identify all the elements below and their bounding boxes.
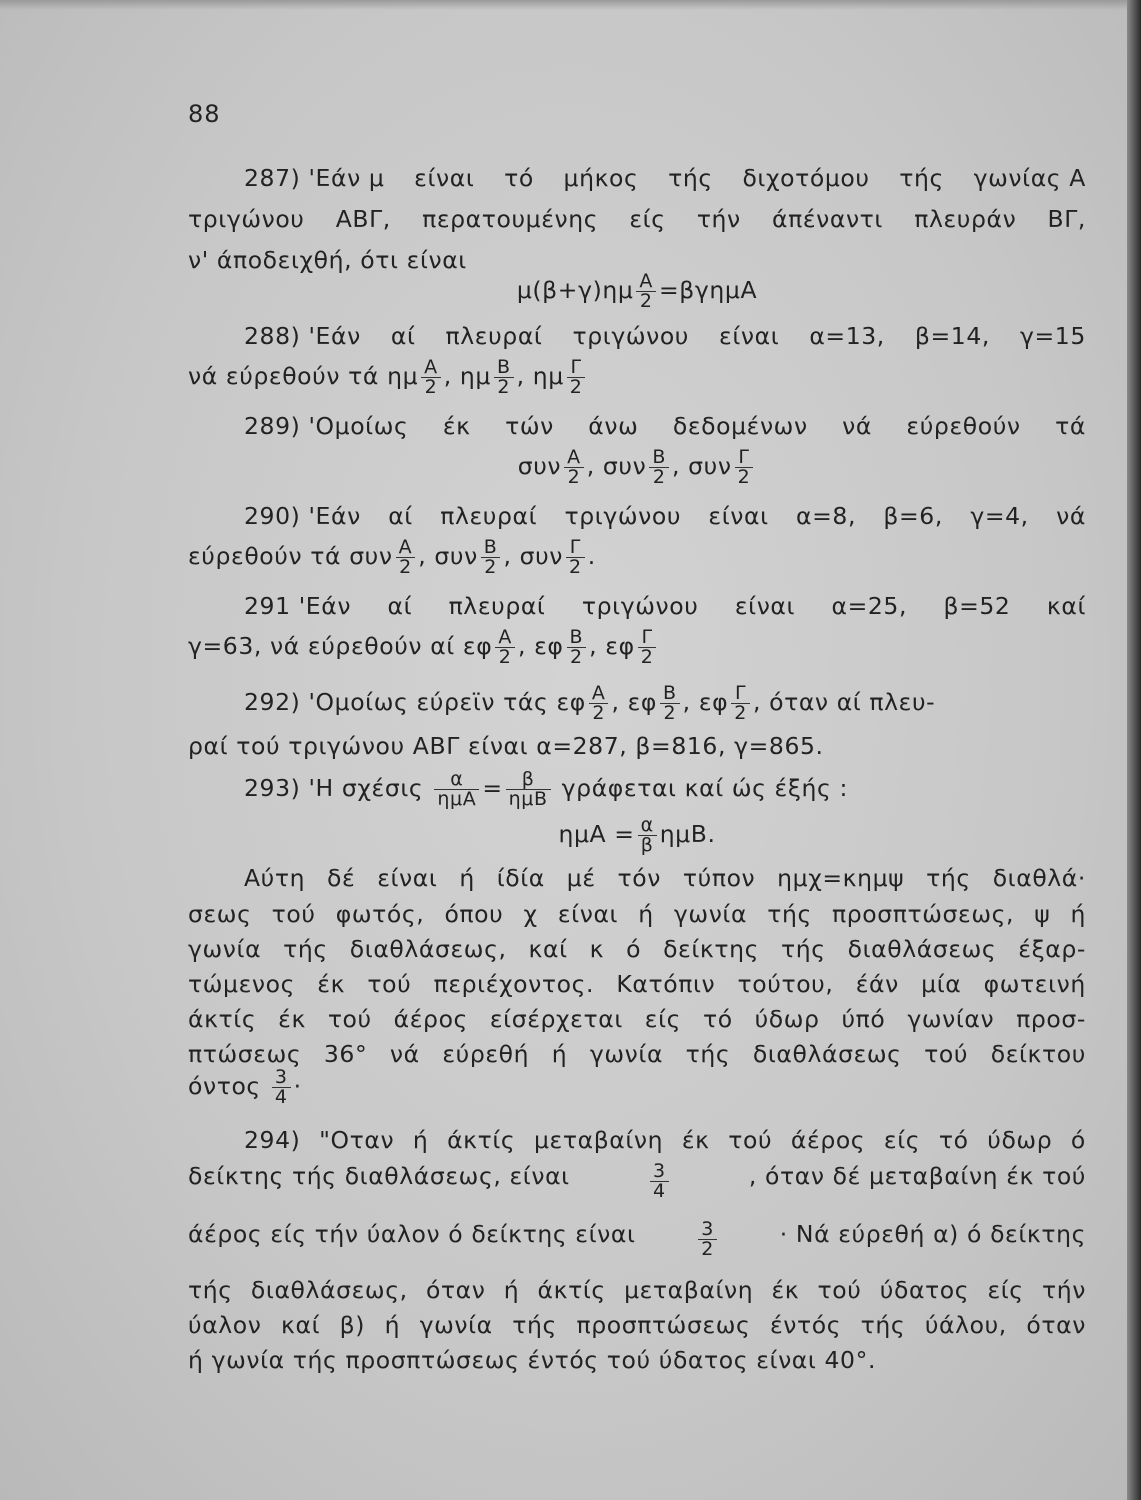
fn-name: εφ <box>462 632 493 660</box>
p293-formula <box>188 816 1086 855</box>
word: έκ <box>442 412 471 440</box>
text-run: γ=63, νά εύρεθούν αί <box>188 632 455 660</box>
punct: , <box>586 452 595 480</box>
word: έξαρ- <box>1018 935 1086 963</box>
equals-sign: = <box>482 774 503 802</box>
numerator: Α <box>589 684 609 704</box>
word: ψ <box>1034 900 1051 928</box>
p292-line2: ραί τού τριγώνου ΑΒΓ είναι α=287, β=816, γ=865. <box>188 732 824 760</box>
word: άκτίς <box>188 1005 257 1033</box>
fraction <box>564 448 584 487</box>
numerator: Γ <box>735 448 754 468</box>
word: έντός <box>769 1311 842 1339</box>
word: δείκτης <box>663 935 759 963</box>
fraction <box>735 448 754 487</box>
word: τριγώνου <box>581 592 699 620</box>
punct: , <box>752 688 762 716</box>
fraction <box>731 684 750 723</box>
page-right-edge <box>1127 0 1141 1500</box>
word: έκ <box>681 1126 710 1154</box>
p290-line2 <box>188 538 1086 577</box>
word: άέρος <box>393 1005 468 1033</box>
fraction <box>396 538 416 577</box>
word: καί <box>1046 592 1086 620</box>
word: ή <box>384 1311 401 1339</box>
word: ύαλον <box>188 1311 262 1339</box>
p292-line1 <box>188 684 1086 723</box>
denominator: 2 <box>569 646 583 668</box>
text-run: άέρος είς τήν ύαλον ό δείκτης είναι <box>188 1220 636 1248</box>
word: τά <box>1055 412 1086 440</box>
word: τού <box>327 1005 372 1033</box>
p287-line2 <box>188 205 1086 233</box>
p288-f2 <box>459 356 525 398</box>
denominator: 2 <box>592 702 606 724</box>
p289-line1 <box>188 412 1086 440</box>
word: α=13, <box>809 322 885 350</box>
word: τύπον <box>682 864 756 892</box>
word: ή <box>551 1040 568 1068</box>
text-run: , όταν δέ μεταβαίνη έκ τού <box>748 1162 1086 1190</box>
text-run: γράφεται καί ώς έξής : <box>561 774 849 802</box>
p294-line3 <box>188 1220 1086 1259</box>
word: έκ <box>278 1005 306 1033</box>
word: φωτός, <box>335 900 425 928</box>
word: μήκος <box>563 164 639 192</box>
word: τής <box>668 164 713 192</box>
denominator: 2 <box>569 376 583 398</box>
word: άέρος <box>790 1126 866 1154</box>
denominator: 2 <box>663 702 677 724</box>
word: ημχ=κημψ <box>777 864 905 892</box>
p288-line1 <box>188 322 1086 350</box>
word: ό <box>626 935 642 963</box>
word: είς <box>883 1126 921 1154</box>
word: 288) 'Εάν <box>244 322 361 350</box>
fn-name: εφ <box>605 632 635 660</box>
fraction <box>636 272 656 311</box>
fn-name: συν <box>517 452 562 480</box>
word: β) <box>339 1311 366 1339</box>
numerator: Β <box>567 628 587 648</box>
word: "Οταν <box>319 1126 395 1154</box>
word: αί <box>390 322 416 350</box>
word: τού <box>271 900 316 928</box>
word: είς <box>629 205 666 233</box>
text-run: εύρεθούν τά <box>188 542 342 570</box>
fraction <box>638 816 657 855</box>
word: κ <box>589 935 605 963</box>
p294-line5 <box>188 1311 1086 1339</box>
formula-text: ημΑ = <box>558 820 635 848</box>
denominator: β <box>640 834 654 856</box>
word: ή <box>1070 900 1086 928</box>
denominator: 2 <box>484 556 497 578</box>
denominator: 4 <box>274 1086 288 1108</box>
fraction <box>567 628 587 667</box>
word: τό <box>702 1005 733 1033</box>
word: τούτου, <box>737 970 834 998</box>
numerator: Α <box>421 358 441 378</box>
word: είς <box>987 1276 1024 1304</box>
punct: , <box>503 542 512 570</box>
denominator: 2 <box>701 1238 714 1260</box>
word: είναι <box>414 164 475 192</box>
word: είναι <box>708 502 769 530</box>
numerator: Β <box>481 538 501 558</box>
word: είναι <box>734 592 796 620</box>
word: προσ- <box>1016 1005 1086 1033</box>
p293-para-line2 <box>188 900 1086 928</box>
fn-name: εφ <box>698 688 729 716</box>
punct: , <box>671 452 681 480</box>
word: μεταβαίνη <box>534 1126 664 1154</box>
fraction <box>638 628 657 667</box>
p288-f3 <box>532 356 589 398</box>
denominator: 2 <box>498 646 512 668</box>
denominator: 2 <box>652 466 666 488</box>
word: διαθλάσεως, <box>250 1276 408 1304</box>
word: μεταβαίνη <box>624 1276 754 1304</box>
text-run: δείκτης τής διαθλάσεως, είναι <box>188 1162 570 1190</box>
p294-line6: ή γωνία τής προσπτώσεως έντός τού ύδατος είναι 40°. <box>188 1346 877 1374</box>
numerator: Α <box>636 272 656 292</box>
word: 287) 'Εάν μ <box>244 164 385 192</box>
formula-text: ημΒ. <box>659 820 716 848</box>
p290-line1 <box>188 502 1086 530</box>
word: άκτίς <box>537 1276 606 1304</box>
fraction <box>649 448 669 487</box>
word: ΒΓ, <box>1047 205 1086 233</box>
word: είναι <box>557 900 619 928</box>
word: τήν <box>1041 1276 1086 1304</box>
word: τό <box>504 164 534 192</box>
fraction <box>421 358 441 397</box>
word: Κατόπιν <box>616 970 716 998</box>
word: έκ <box>317 970 346 998</box>
punct: . <box>587 542 596 570</box>
word: τριγώνου <box>572 322 690 350</box>
punct: , <box>682 688 691 716</box>
word: τής <box>283 935 328 963</box>
word: πλευράν <box>914 205 1017 233</box>
word: άκτίς <box>447 1126 516 1154</box>
word: εύρεθούν <box>906 412 1021 440</box>
word: τώμενος <box>188 970 295 998</box>
numerator: Β <box>660 684 680 704</box>
punct: , <box>589 632 598 660</box>
word: τού <box>924 1040 969 1068</box>
word: 294) <box>244 1126 301 1154</box>
word: διαθλάσεως <box>752 1040 902 1068</box>
p289-formula <box>188 448 1086 487</box>
numerator: Γ <box>638 628 657 648</box>
word: τής <box>188 1276 233 1304</box>
word: νά <box>1056 502 1086 530</box>
fraction <box>566 538 585 577</box>
word: όταν <box>1026 1311 1086 1339</box>
page-number: 88 <box>188 100 221 128</box>
word: τής <box>860 1311 906 1339</box>
word: καί <box>281 1311 321 1339</box>
word: πλευραί <box>445 322 543 350</box>
word: γ=15 <box>1020 322 1086 350</box>
punct: , <box>611 688 620 716</box>
word: 291 'Εάν <box>244 592 352 620</box>
numerator: Β <box>649 448 669 468</box>
numerator: 3 <box>272 1068 291 1088</box>
word: ύάλου, <box>924 1311 1007 1339</box>
numerator: Γ <box>567 358 586 378</box>
word: δεδομένων <box>672 412 808 440</box>
word: τής <box>926 864 971 892</box>
word: τής <box>685 1040 731 1068</box>
p293-last-line <box>188 1068 1086 1107</box>
fraction <box>272 1068 291 1107</box>
word: γωνία <box>419 1311 493 1339</box>
word: τής <box>899 164 944 192</box>
p288-f1 <box>387 356 452 398</box>
denominator: 4 <box>652 1180 666 1202</box>
word: μία <box>921 970 962 998</box>
word: τών <box>505 412 554 440</box>
text-run: όντος <box>188 1072 261 1100</box>
numerator: 3 <box>650 1162 669 1182</box>
p293-para-line5 <box>188 1005 1086 1033</box>
word: τό <box>938 1126 969 1154</box>
page-top-shadow <box>0 0 1141 10</box>
word: δέ <box>327 864 356 892</box>
word: έάν <box>855 970 899 998</box>
word: τριγώνου <box>188 205 305 233</box>
fn-name: εφ <box>534 632 564 660</box>
denominator: 2 <box>737 466 751 488</box>
denominator: 2 <box>639 290 653 312</box>
word: αί <box>388 502 413 530</box>
word: 36° <box>323 1040 368 1068</box>
text-run: νά εύρεθούν τά <box>188 362 379 390</box>
word: διχοτόμου <box>742 164 870 192</box>
fn-name: συν <box>688 452 732 480</box>
word: τριγώνου <box>564 502 682 530</box>
word: α=25, <box>831 592 908 620</box>
word: πτώσεως <box>188 1040 302 1068</box>
text-run: 292) 'Ομοίως εύρεϊν τάς <box>244 688 549 716</box>
fraction <box>506 770 551 809</box>
numerator: Α <box>495 628 515 648</box>
word: ύπό <box>841 1005 886 1033</box>
fn-name: συν <box>602 452 647 480</box>
word: είς <box>644 1005 682 1033</box>
word: τήν <box>696 205 741 233</box>
denominator: 2 <box>734 702 747 724</box>
word: Αύτη <box>244 864 306 892</box>
word: μέ <box>566 864 596 892</box>
word: β=6, <box>883 502 943 530</box>
denominator: 2 <box>640 646 654 668</box>
denominator: 2 <box>497 376 511 398</box>
fn-name: συν <box>519 542 564 570</box>
fn-name: συν <box>349 542 393 570</box>
word: ό <box>1070 1126 1086 1154</box>
fraction <box>567 358 586 397</box>
p293-para-line3 <box>188 935 1086 963</box>
p287-formula <box>188 272 1086 311</box>
p287-line1 <box>188 164 1086 192</box>
word: προσπτώσεως <box>576 1311 751 1339</box>
word: είναι <box>719 322 780 350</box>
word: τού <box>817 1276 862 1304</box>
word: περατουμένης <box>422 205 599 233</box>
p294-line1 <box>188 1126 1086 1154</box>
numerator: α <box>434 770 479 790</box>
word: 289) 'Ομοίως <box>244 412 409 440</box>
numerator: α <box>638 816 657 836</box>
word: β=52 <box>943 592 1011 620</box>
fraction <box>660 684 680 723</box>
word: φωτεινή <box>983 970 1086 998</box>
word: τόν <box>617 864 661 892</box>
p293-line1 <box>188 770 1086 809</box>
denominator: ημΒ <box>508 788 548 810</box>
numerator: 3 <box>698 1220 717 1240</box>
text-run: όταν αί πλευ- <box>769 688 936 716</box>
word: σεως <box>188 900 252 928</box>
p294-line4 <box>188 1276 1086 1304</box>
word: γωνίαν <box>907 1005 995 1033</box>
word: τής <box>512 1311 557 1339</box>
fraction <box>434 770 479 809</box>
formula-text: μ(β+γ)ημ <box>516 276 634 304</box>
fn-name: ημ <box>387 362 419 390</box>
p291-line1 <box>188 592 1086 620</box>
denominator: 2 <box>567 466 581 488</box>
denominator: ημΑ <box>437 788 477 810</box>
word: είσέρχεται <box>489 1005 623 1033</box>
text-run: 293) 'Η σχέσις <box>244 774 424 802</box>
fraction <box>650 1162 669 1201</box>
text-run: · Νά εύρεθή α) ό δείκτης <box>779 1220 1086 1248</box>
denominator: 2 <box>399 556 412 578</box>
fn-name: εφ <box>627 688 658 716</box>
numerator: Α <box>564 448 584 468</box>
word: 290) 'Εάν <box>244 502 361 530</box>
p294-line2 <box>188 1162 1086 1201</box>
word: τού <box>728 1126 773 1154</box>
word: όπου <box>444 900 504 928</box>
fraction <box>589 684 609 723</box>
word: αί <box>387 592 413 620</box>
word: πλευραί <box>448 592 546 620</box>
p288-line2 <box>188 358 1086 397</box>
fraction <box>481 538 501 577</box>
word: γωνία <box>188 935 262 963</box>
fn-name: ημ <box>532 362 564 390</box>
word: δείκτου <box>990 1040 1086 1068</box>
punct: , <box>418 542 427 570</box>
word: ή <box>412 1126 429 1154</box>
fraction <box>495 628 515 667</box>
word: γωνία <box>589 1040 664 1068</box>
word: τής <box>767 900 812 928</box>
word: εύρεθή <box>442 1040 530 1068</box>
fn-name: εφ <box>556 688 586 716</box>
word: νά <box>842 412 872 440</box>
numerator: Γ <box>566 538 585 558</box>
p293-para-line6 <box>188 1040 1086 1068</box>
word: α=8, <box>796 502 857 530</box>
word: χ <box>523 900 538 928</box>
word: τού <box>367 970 412 998</box>
word: άπέναντι <box>772 205 883 233</box>
fraction <box>698 1220 717 1259</box>
word: ΑΒΓ, <box>335 205 391 233</box>
word: πλευραί <box>440 502 538 530</box>
word: διαθλά· <box>992 864 1086 892</box>
fraction <box>494 358 514 397</box>
formula-text: =βγημΑ <box>659 276 758 304</box>
numerator: β <box>506 770 551 790</box>
word: ύδωρ <box>754 1005 820 1033</box>
word: τής <box>780 935 826 963</box>
punct: , <box>516 362 525 390</box>
word: ή <box>638 900 654 928</box>
fn-name: συν <box>434 542 478 570</box>
inline-fraction-group <box>647 1162 672 1201</box>
word: νά <box>389 1040 420 1068</box>
word: περιέχοντος. <box>433 970 595 998</box>
numerator: Α <box>396 538 416 558</box>
word: διαθλάσεως, <box>349 935 507 963</box>
p293-para-line1 <box>188 864 1086 892</box>
word: ύδατος <box>879 1276 970 1304</box>
word: γωνίας Α <box>973 164 1086 192</box>
word: έκ <box>771 1276 800 1304</box>
p287-line3: ν' άποδειχθή, ότι είναι <box>188 246 467 274</box>
word: γ=4, <box>970 502 1029 530</box>
inline-fraction-group <box>695 1220 720 1259</box>
word: διαθλάσεως <box>847 935 997 963</box>
word: είναι <box>377 864 438 892</box>
word: άνω <box>588 412 639 440</box>
numerator: Β <box>494 358 514 378</box>
p293-para-line4 <box>188 970 1086 998</box>
punct: , <box>517 632 527 660</box>
word: όταν <box>425 1276 486 1304</box>
word: γωνία <box>673 900 748 928</box>
punct: , <box>443 362 452 390</box>
word: προσπτώσεως, <box>832 900 1015 928</box>
numerator: Γ <box>731 684 750 704</box>
word: ή <box>459 864 475 892</box>
word: β=14, <box>914 322 990 350</box>
denominator: 2 <box>424 376 438 398</box>
denominator: 2 <box>569 556 582 578</box>
word: ή <box>503 1276 520 1304</box>
fn-name: ημ <box>459 362 491 390</box>
p291-line2 <box>188 628 1086 667</box>
word: ύδωρ <box>987 1126 1053 1154</box>
word: ίδία <box>496 864 545 892</box>
punct: · <box>293 1072 302 1100</box>
word: καί <box>528 935 568 963</box>
